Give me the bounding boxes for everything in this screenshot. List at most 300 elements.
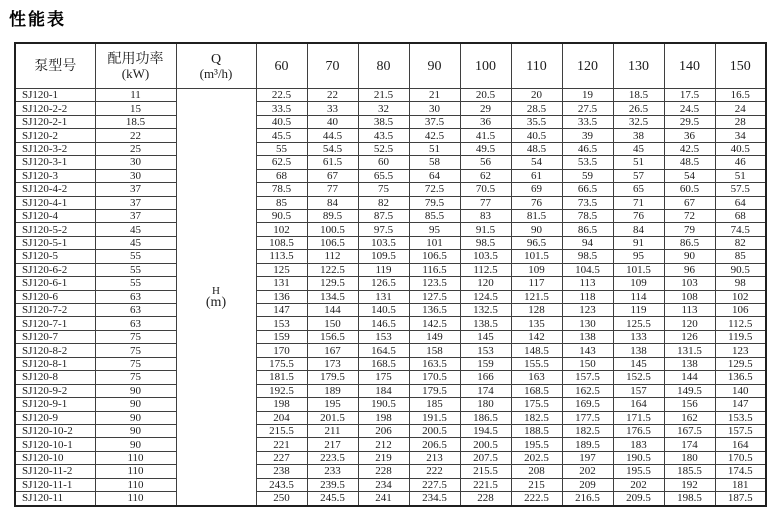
head-unit-label: H xyxy=(212,284,220,297)
head-value-cell: 119.5 xyxy=(715,330,766,343)
model-cell: SJ120-8-1 xyxy=(15,357,95,370)
head-value-cell: 163.5 xyxy=(409,357,460,370)
head-value-cell: 234.5 xyxy=(409,492,460,506)
power-cell: 90 xyxy=(95,424,176,437)
head-value-cell: 98.5 xyxy=(562,250,613,263)
model-cell: SJ120-3-1 xyxy=(15,156,95,169)
head-value-cell: 86.5 xyxy=(562,223,613,236)
head-value-cell: 108.5 xyxy=(256,236,307,249)
table-row xyxy=(15,250,766,263)
head-value-cell: 188.5 xyxy=(511,424,562,437)
head-value-cell: 73.5 xyxy=(562,196,613,209)
power-cell: 75 xyxy=(95,344,176,357)
col-header-flow: 120 xyxy=(562,43,613,89)
table-row xyxy=(15,344,766,357)
head-value-cell: 180 xyxy=(460,398,511,411)
head-value-cell: 195.5 xyxy=(511,438,562,451)
head-value-cell: 250 xyxy=(256,492,307,506)
head-value-cell: 85 xyxy=(256,196,307,209)
model-cell: SJ120-8 xyxy=(15,371,95,384)
head-value-cell: 46.5 xyxy=(562,142,613,155)
head-value-cell: 42.5 xyxy=(664,142,715,155)
table-row xyxy=(15,304,766,317)
head-value-cell: 40.5 xyxy=(715,142,766,155)
table-row xyxy=(15,169,766,182)
head-value-cell: 112 xyxy=(307,250,358,263)
head-value-cell: 82 xyxy=(715,236,766,249)
head-value-cell: 74.5 xyxy=(715,223,766,236)
head-value-cell: 33.5 xyxy=(256,102,307,115)
head-value-cell: 134.5 xyxy=(307,290,358,303)
head-value-cell: 103 xyxy=(664,277,715,290)
head-value-cell: 33 xyxy=(307,102,358,115)
head-value-cell: 177.5 xyxy=(562,411,613,424)
head-value-cell: 195 xyxy=(307,398,358,411)
head-value-cell: 20 xyxy=(511,89,562,102)
head-value-cell: 108 xyxy=(664,290,715,303)
head-value-cell: 211 xyxy=(307,424,358,437)
head-value-cell: 222 xyxy=(409,465,460,478)
head-value-cell: 94 xyxy=(562,236,613,249)
head-value-cell: 189.5 xyxy=(562,438,613,451)
table-row xyxy=(15,317,766,330)
head-value-cell: 227 xyxy=(256,451,307,464)
head-value-cell: 127.5 xyxy=(409,290,460,303)
head-value-cell: 18.5 xyxy=(613,89,664,102)
head-value-cell: 204 xyxy=(256,411,307,424)
head-value-cell: 186.5 xyxy=(460,411,511,424)
head-value-cell: 54 xyxy=(664,169,715,182)
head-value-cell: 182.5 xyxy=(511,411,562,424)
head-value-cell: 51 xyxy=(715,169,766,182)
head-value-cell: 180 xyxy=(664,451,715,464)
table-row xyxy=(15,398,766,411)
head-value-cell: 101 xyxy=(409,236,460,249)
head-value-cell: 85 xyxy=(715,250,766,263)
head-value-cell: 149.5 xyxy=(664,384,715,397)
head-value-cell: 61.5 xyxy=(307,156,358,169)
head-value-cell: 138.5 xyxy=(460,317,511,330)
head-value-cell: 201.5 xyxy=(307,411,358,424)
col-header-flow: 90 xyxy=(409,43,460,89)
head-value-cell: 164.5 xyxy=(358,344,409,357)
head-value-cell: 95 xyxy=(613,250,664,263)
head-value-cell: 192.5 xyxy=(256,384,307,397)
power-cell: 63 xyxy=(95,317,176,330)
head-value-cell: 135 xyxy=(511,317,562,330)
col-header-power-label: 配用功率 xyxy=(107,51,164,67)
head-value-cell: 21.5 xyxy=(358,89,409,102)
power-cell: 37 xyxy=(95,196,176,209)
power-cell: 63 xyxy=(95,304,176,317)
head-value-cell: 78.5 xyxy=(562,209,613,222)
model-cell: SJ120-10 xyxy=(15,451,95,464)
head-value-cell: 159 xyxy=(256,330,307,343)
head-value-cell: 130 xyxy=(562,317,613,330)
col-header-flow: 80 xyxy=(358,43,409,89)
model-cell: SJ120-3-2 xyxy=(15,142,95,155)
head-value-cell: 90 xyxy=(664,250,715,263)
power-cell: 55 xyxy=(95,250,176,263)
head-value-cell: 194.5 xyxy=(460,424,511,437)
head-value-cell: 145 xyxy=(460,330,511,343)
head-value-cell: 164 xyxy=(613,398,664,411)
head-value-cell: 142.5 xyxy=(409,317,460,330)
head-value-cell: 30 xyxy=(409,102,460,115)
table-row xyxy=(15,156,766,169)
head-value-cell: 207.5 xyxy=(460,451,511,464)
table-row xyxy=(15,438,766,451)
head-value-cell: 59 xyxy=(562,169,613,182)
head-value-cell: 113 xyxy=(562,277,613,290)
table-row xyxy=(15,384,766,397)
head-value-cell: 153.5 xyxy=(715,411,766,424)
head-value-cell: 239.5 xyxy=(307,478,358,491)
col-header-model xyxy=(15,43,95,89)
head-value-cell: 86.5 xyxy=(664,236,715,249)
head-value-cell: 233 xyxy=(307,465,358,478)
head-value-cell: 55 xyxy=(256,142,307,155)
model-cell: SJ120-9 xyxy=(15,411,95,424)
model-cell: SJ120-5 xyxy=(15,250,95,263)
head-value-cell: 29 xyxy=(460,102,511,115)
power-cell: 25 xyxy=(95,142,176,155)
head-value-cell: 78.5 xyxy=(256,183,307,196)
head-value-cell: 41.5 xyxy=(460,129,511,142)
head-value-cell: 191.5 xyxy=(409,411,460,424)
head-value-cell: 90.5 xyxy=(256,209,307,222)
table-row xyxy=(15,236,766,249)
head-value-cell: 202 xyxy=(562,465,613,478)
head-value-cell: 64 xyxy=(715,196,766,209)
col-header-flow: 110 xyxy=(511,43,562,89)
head-value-cell: 67 xyxy=(664,196,715,209)
head-value-cell: 46 xyxy=(715,156,766,169)
head-value-cell: 245.5 xyxy=(307,492,358,506)
head-value-cell: 96.5 xyxy=(511,236,562,249)
head-value-cell: 120 xyxy=(664,317,715,330)
head-value-cell: 29.5 xyxy=(664,115,715,128)
power-cell: 45 xyxy=(95,236,176,249)
head-value-cell: 168.5 xyxy=(511,384,562,397)
head-value-cell: 179.5 xyxy=(307,371,358,384)
head-value-cell: 216.5 xyxy=(562,492,613,506)
head-value-cell: 209 xyxy=(562,478,613,491)
power-cell: 37 xyxy=(95,183,176,196)
head-value-cell: 98 xyxy=(715,277,766,290)
head-value-cell: 241 xyxy=(358,492,409,506)
head-value-cell: 45 xyxy=(613,142,664,155)
head-value-cell: 114 xyxy=(613,290,664,303)
head-value-cell: 24 xyxy=(715,102,766,115)
head-value-cell: 16.5 xyxy=(715,89,766,102)
head-value-cell: 190.5 xyxy=(613,451,664,464)
head-value-cell: 32 xyxy=(358,102,409,115)
model-cell: SJ120-9-2 xyxy=(15,384,95,397)
head-value-cell: 133 xyxy=(613,330,664,343)
head-value-cell: 67 xyxy=(307,169,358,182)
head-value-cell: 163 xyxy=(511,371,562,384)
head-value-cell: 195.5 xyxy=(613,465,664,478)
table-row xyxy=(15,371,766,384)
head-value-cell: 162.5 xyxy=(562,384,613,397)
power-cell: 110 xyxy=(95,492,176,506)
table-row xyxy=(15,492,766,506)
head-value-cell: 96 xyxy=(664,263,715,276)
head-value-cell: 62 xyxy=(460,169,511,182)
head-value-cell: 101.5 xyxy=(613,263,664,276)
head-value-cell: 98.5 xyxy=(460,236,511,249)
model-cell: SJ120-10-1 xyxy=(15,438,95,451)
head-value-cell: 148.5 xyxy=(511,344,562,357)
head-value-cell: 187.5 xyxy=(715,492,766,506)
head-value-cell: 202 xyxy=(613,478,664,491)
head-value-cell: 123.5 xyxy=(409,277,460,290)
head-value-cell: 79 xyxy=(664,223,715,236)
head-value-cell: 109 xyxy=(511,263,562,276)
head-value-cell: 40 xyxy=(307,115,358,128)
table-row xyxy=(15,115,766,128)
head-value-cell: 40.5 xyxy=(256,115,307,128)
head-value-cell: 215.5 xyxy=(256,424,307,437)
head-value-cell: 48.5 xyxy=(664,156,715,169)
col-header-q-label: Q xyxy=(210,51,222,67)
performance-table xyxy=(14,42,767,507)
model-cell: SJ120-11-2 xyxy=(15,465,95,478)
head-value-cell: 69 xyxy=(511,183,562,196)
head-value-cell: 138 xyxy=(664,357,715,370)
head-value-cell: 142 xyxy=(511,330,562,343)
head-value-cell: 60 xyxy=(358,156,409,169)
head-value-cell: 104.5 xyxy=(562,263,613,276)
head-value-cell: 157 xyxy=(613,384,664,397)
head-value-cell: 102 xyxy=(715,290,766,303)
head-value-cell: 22.5 xyxy=(256,89,307,102)
head-value-cell: 24.5 xyxy=(664,102,715,115)
col-header-flow: 70 xyxy=(307,43,358,89)
table-row xyxy=(15,478,766,491)
head-value-cell: 35.5 xyxy=(511,115,562,128)
head-value-cell: 64 xyxy=(409,169,460,182)
head-value-cell: 192 xyxy=(664,478,715,491)
head-value-cell: 84 xyxy=(307,196,358,209)
head-value-cell: 117 xyxy=(511,277,562,290)
head-value-cell: 40.5 xyxy=(511,129,562,142)
head-value-cell: 206.5 xyxy=(409,438,460,451)
col-header-power xyxy=(95,43,176,89)
table-row xyxy=(15,129,766,142)
head-value-cell: 113.5 xyxy=(256,250,307,263)
head-value-cell: 131.5 xyxy=(664,344,715,357)
head-value-cell: 39 xyxy=(562,129,613,142)
head-value-cell: 56 xyxy=(460,156,511,169)
head-value-cell: 150 xyxy=(562,357,613,370)
model-cell: SJ120-2-2 xyxy=(15,102,95,115)
model-cell: SJ120-8-2 xyxy=(15,344,95,357)
col-header-flow-q xyxy=(176,43,256,89)
head-value-cell: 79.5 xyxy=(409,196,460,209)
head-value-cell: 144 xyxy=(307,304,358,317)
head-value-cell: 167.5 xyxy=(664,424,715,437)
table-row xyxy=(15,142,766,155)
power-cell: 110 xyxy=(95,451,176,464)
head-value-cell: 57 xyxy=(613,169,664,182)
model-cell: SJ120-10-2 xyxy=(15,424,95,437)
head-value-cell: 36 xyxy=(460,115,511,128)
head-value-cell: 153 xyxy=(256,317,307,330)
power-cell: 55 xyxy=(95,277,176,290)
head-value-cell: 17.5 xyxy=(664,89,715,102)
head-value-cell: 189 xyxy=(307,384,358,397)
head-value-cell: 38.5 xyxy=(358,115,409,128)
head-value-cell: 83 xyxy=(460,209,511,222)
head-value-cell: 71 xyxy=(613,196,664,209)
head-value-cell: 45.5 xyxy=(256,129,307,142)
head-value-cell: 138 xyxy=(613,344,664,357)
head-value-cell: 125 xyxy=(256,263,307,276)
head-value-cell: 91 xyxy=(613,236,664,249)
head-value-cell: 169.5 xyxy=(562,398,613,411)
head-value-cell: 129.5 xyxy=(307,277,358,290)
head-value-cell: 26.5 xyxy=(613,102,664,115)
head-value-cell: 72.5 xyxy=(409,183,460,196)
head-value-cell: 95 xyxy=(409,223,460,236)
head-value-cell: 146.5 xyxy=(358,317,409,330)
head-value-cell: 37.5 xyxy=(409,115,460,128)
model-cell: SJ120-2 xyxy=(15,129,95,142)
power-cell: 110 xyxy=(95,478,176,491)
power-cell: 22 xyxy=(95,129,176,142)
head-value-cell: 112.5 xyxy=(715,317,766,330)
power-cell: 75 xyxy=(95,330,176,343)
power-cell: 55 xyxy=(95,263,176,276)
head-value-cell: 85.5 xyxy=(409,209,460,222)
head-value-cell: 162 xyxy=(664,411,715,424)
head-value-cell: 109 xyxy=(613,277,664,290)
head-value-cell: 136.5 xyxy=(715,371,766,384)
head-value-cell: 238 xyxy=(256,465,307,478)
head-value-cell: 65 xyxy=(613,183,664,196)
head-value-cell: 126.5 xyxy=(358,277,409,290)
head-value-cell: 121.5 xyxy=(511,290,562,303)
head-value-cell: 87.5 xyxy=(358,209,409,222)
head-value-cell: 21 xyxy=(409,89,460,102)
table-row xyxy=(15,277,766,290)
col-header-power-unit: (kW) xyxy=(121,65,150,81)
head-value-cell: 132.5 xyxy=(460,304,511,317)
head-value-cell: 147 xyxy=(256,304,307,317)
head-value-cell: 91.5 xyxy=(460,223,511,236)
head-value-cell: 182.5 xyxy=(562,424,613,437)
head-value-cell: 60.5 xyxy=(664,183,715,196)
head-value-cell: 36 xyxy=(664,129,715,142)
head-value-cell: 185.5 xyxy=(664,465,715,478)
head-value-cell: 174 xyxy=(460,384,511,397)
head-value-cell: 198.5 xyxy=(664,492,715,506)
head-value-cell: 156 xyxy=(664,398,715,411)
head-value-cell: 174.5 xyxy=(715,465,766,478)
table-row xyxy=(15,223,766,236)
head-value-cell: 100.5 xyxy=(307,223,358,236)
head-value-cell: 198 xyxy=(256,398,307,411)
head-value-cell: 123 xyxy=(715,344,766,357)
table-row xyxy=(15,451,766,464)
col-header-flow: 140 xyxy=(664,43,715,89)
head-value-cell: 124.5 xyxy=(460,290,511,303)
table-row xyxy=(15,102,766,115)
page-title: 性能表 xyxy=(9,10,66,29)
power-cell: 90 xyxy=(95,384,176,397)
head-value-cell: 190.5 xyxy=(358,398,409,411)
head-value-cell: 54.5 xyxy=(307,142,358,155)
head-value-cell: 20.5 xyxy=(460,89,511,102)
head-value-cell: 171.5 xyxy=(613,411,664,424)
model-cell: SJ120-4-1 xyxy=(15,196,95,209)
power-cell: 30 xyxy=(95,169,176,182)
head-value-cell: 173 xyxy=(307,357,358,370)
head-value-cell: 212 xyxy=(358,438,409,451)
model-cell: SJ120-6-1 xyxy=(15,277,95,290)
head-value-cell: 112.5 xyxy=(460,263,511,276)
col-header-flow: 60 xyxy=(256,43,307,89)
head-value-cell: 109.5 xyxy=(358,250,409,263)
model-cell: SJ120-3 xyxy=(15,169,95,182)
power-cell: 90 xyxy=(95,438,176,451)
head-value-cell: 51 xyxy=(613,156,664,169)
head-value-cell: 215.5 xyxy=(460,465,511,478)
head-value-cell: 52.5 xyxy=(358,142,409,155)
head-value-cell: 76 xyxy=(613,209,664,222)
head-value-cell: 122.5 xyxy=(307,263,358,276)
head-value-cell: 155.5 xyxy=(511,357,562,370)
table-row xyxy=(15,196,766,209)
head-value-cell: 120 xyxy=(460,277,511,290)
head-value-cell: 243.5 xyxy=(256,478,307,491)
power-cell: 90 xyxy=(95,398,176,411)
head-value-cell: 28.5 xyxy=(511,102,562,115)
head-value-cell: 164 xyxy=(715,438,766,451)
model-cell: SJ120-11-1 xyxy=(15,478,95,491)
head-value-cell: 181 xyxy=(715,478,766,491)
head-value-cell: 76 xyxy=(511,196,562,209)
head-value-cell: 118 xyxy=(562,290,613,303)
model-cell: SJ120-6-2 xyxy=(15,263,95,276)
head-value-cell: 75 xyxy=(358,183,409,196)
head-value-cell: 166 xyxy=(460,371,511,384)
head-value-cell: 140 xyxy=(715,384,766,397)
col-header-flow: 150 xyxy=(715,43,766,89)
head-value-cell: 66.5 xyxy=(562,183,613,196)
head-value-cell: 22 xyxy=(307,89,358,102)
head-value-cell: 97.5 xyxy=(358,223,409,236)
power-cell: 15 xyxy=(95,102,176,115)
head-value-cell: 150 xyxy=(307,317,358,330)
model-cell: SJ120-1 xyxy=(15,89,95,102)
power-cell: 90 xyxy=(95,411,176,424)
head-value-cell: 158 xyxy=(409,344,460,357)
head-value-cell: 58 xyxy=(409,156,460,169)
model-cell: SJ120-7-2 xyxy=(15,304,95,317)
head-value-cell: 84 xyxy=(613,223,664,236)
head-value-cell: 32.5 xyxy=(613,115,664,128)
head-value-cell: 185 xyxy=(409,398,460,411)
head-value-cell: 106 xyxy=(715,304,766,317)
head-value-cell: 116.5 xyxy=(409,263,460,276)
head-value-cell: 49.5 xyxy=(460,142,511,155)
head-value-cell: 57.5 xyxy=(715,183,766,196)
head-value-cell: 170.5 xyxy=(409,371,460,384)
col-header-flow: 130 xyxy=(613,43,664,89)
